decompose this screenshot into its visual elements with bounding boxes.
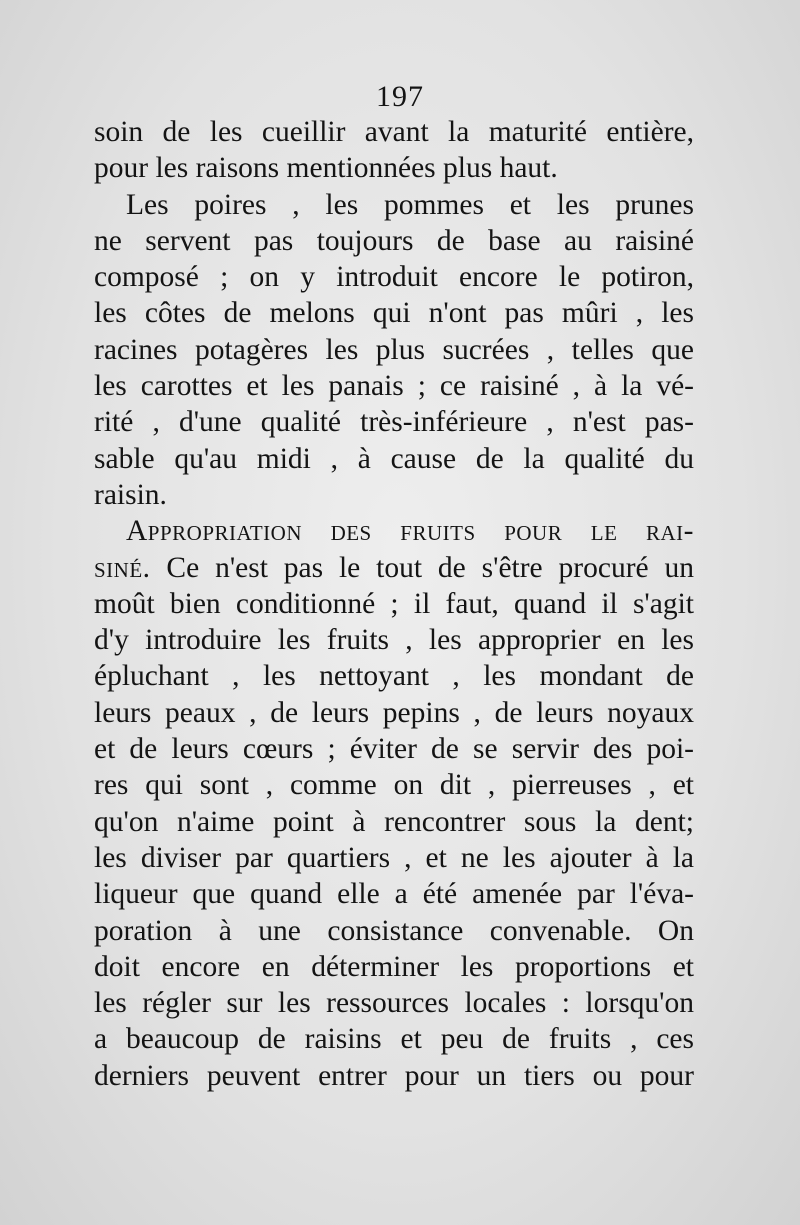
text-line: raisin. <box>94 478 167 511</box>
text-line: les diviser par quartiers , et ne les ajouter à la <box>94 841 694 874</box>
page-number: 197 <box>376 80 424 113</box>
text-line: poration à une consistance convenable. On <box>94 914 694 947</box>
text-line: ne servent pas toujours de base au raisiné <box>94 224 694 257</box>
text-line: siné. Ce n'est pas le tout de s'être procuré un <box>94 551 694 584</box>
text-line: soin de les cueillir avant la maturité entière, <box>94 116 694 148</box>
text-line: sable qu'au midi , à cause de la qualité du <box>94 442 694 475</box>
text-line: liqueur que quand elle a été amenée par l'éva- <box>94 878 694 911</box>
text-line: et de leurs cœurs ; éviter de se servir des poi- <box>94 733 694 766</box>
body-text <box>94 114 694 1094</box>
text-line: les côtes de melons qui n'ont pas mûri , les <box>94 297 694 330</box>
text-line: qu'on n'aime point à rencontrer sous la dent; <box>94 805 694 838</box>
text-line: d'y introduire les fruits , les approprier en les <box>94 624 694 657</box>
text-line: racines potagères les plus sucrées , telles que <box>94 333 694 366</box>
text-line: derniers peuvent entrer pour un tiers ou pour <box>94 1059 694 1092</box>
text-line: doit encore en déterminer les proportions et <box>94 950 694 983</box>
text-line: a beaucoup de raisins et peu de fruits , ces <box>94 1023 694 1056</box>
section-heading: Appropriation des fruits pour le rai- <box>126 515 694 548</box>
text-line: rité , d'une qualité très-inférieure , n'est pas- <box>94 406 694 439</box>
text-line: composé ; on y introduit encore le potiron, <box>94 261 694 294</box>
text-line: res qui sont , comme on dit , pierreuses , et <box>94 769 694 802</box>
text-line: pour les raisons mentionnées plus haut. <box>94 152 558 185</box>
text-line: les régler sur les ressources locales : lorsqu'on <box>94 987 694 1020</box>
text-line: les carottes et les panais ; ce raisiné , à la vé- <box>94 370 694 403</box>
section-heading-continuation: siné. <box>94 551 151 584</box>
text-line: moût bien conditionné ; il faut, quand il s'agit <box>94 587 694 620</box>
text-line: Les poires , les pommes et les prunes <box>126 188 694 221</box>
text-line: leurs peaux , de leurs pepins , de leurs noyaux <box>94 696 694 729</box>
text-line: épluchant , les nettoyant , les mondant de <box>94 660 694 693</box>
